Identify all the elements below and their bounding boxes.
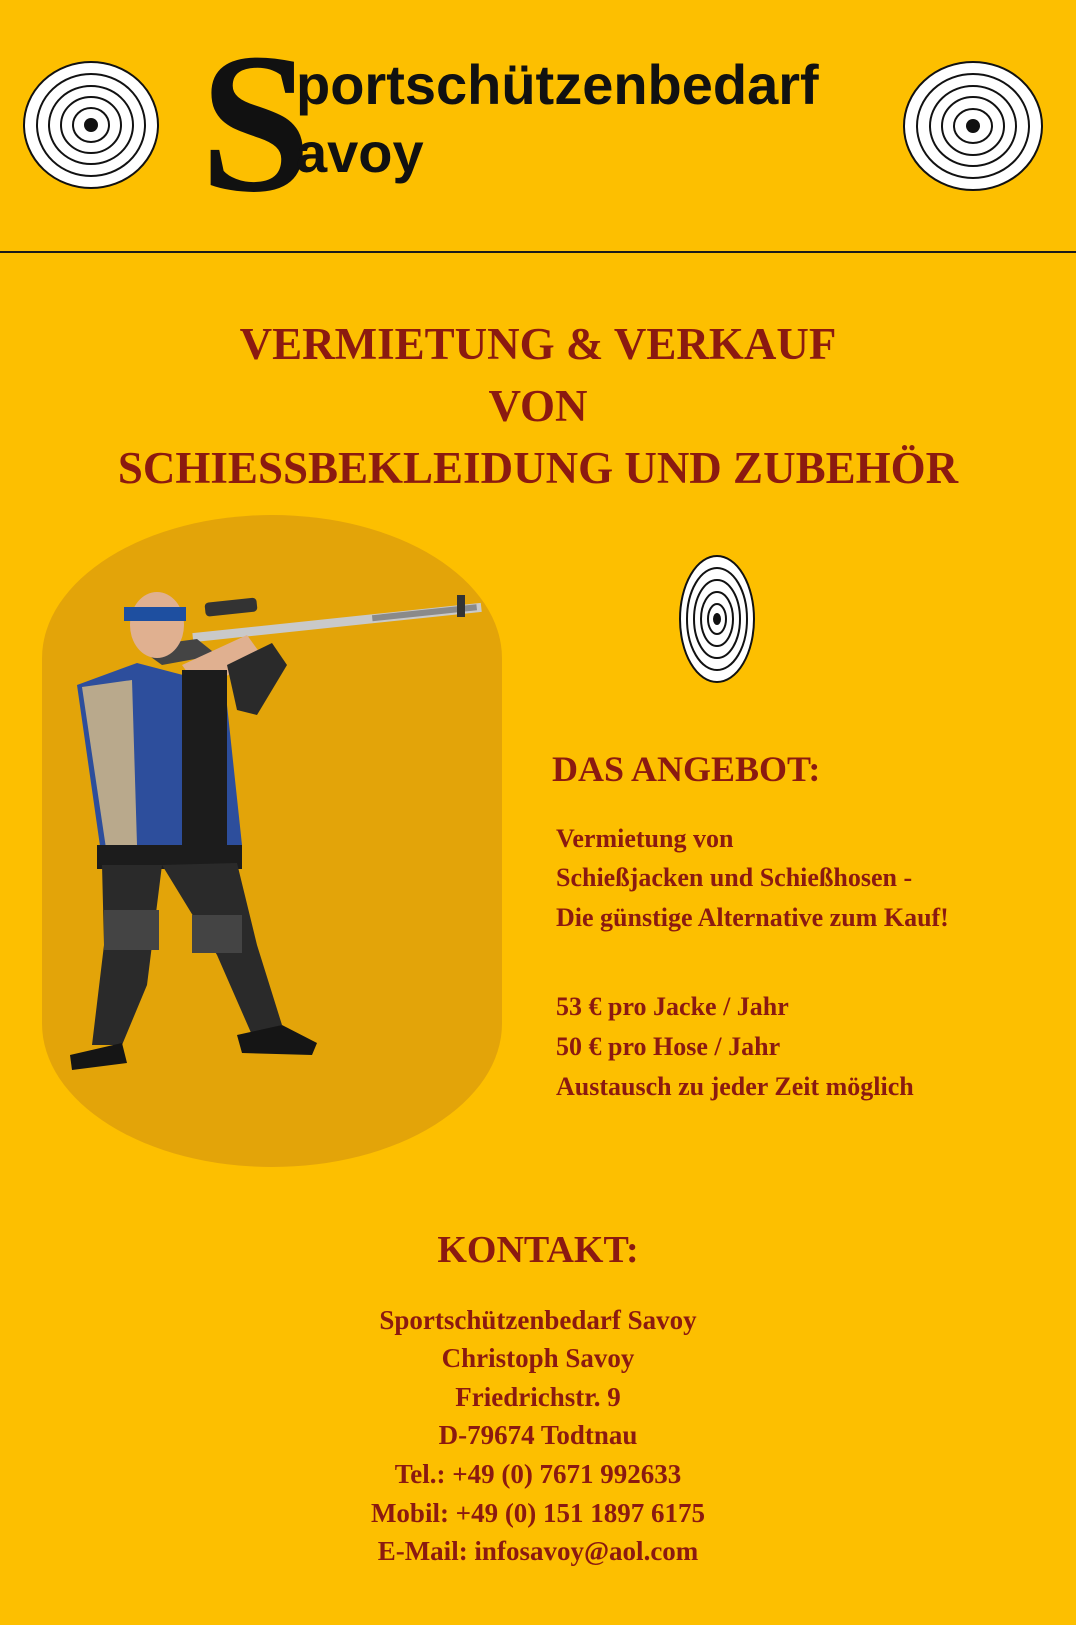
offer-line: Die günstige Alternative zum Kauf! — [556, 903, 949, 932]
contact-line: Sportschützenbedarf Savoy — [379, 1305, 697, 1335]
price-line: 50 € pro Hose / Jahr — [556, 1032, 781, 1061]
headline-line2: VON — [488, 381, 588, 431]
headline-line3: SCHIESSBEKLEIDUNG UND ZUBEHÖR — [117, 443, 959, 493]
contact-title: KONTAKT: — [437, 1229, 639, 1271]
price-line: 53 € pro Jacke / Jahr — [556, 992, 789, 1021]
offer-line: Vermietung von — [556, 824, 734, 853]
header-divider — [0, 251, 1076, 253]
shooting-target-icon — [22, 60, 160, 190]
contact-line: D-79674 Todtnau — [438, 1420, 638, 1450]
shooting-target-icon — [902, 60, 1044, 192]
offer-line: Schießjacken und Schießhosen - — [556, 863, 913, 892]
shooting-target-icon — [678, 554, 756, 684]
contact-email: E-Mail: infosavoy@aol.com — [377, 1536, 699, 1566]
rifle-icon — [137, 595, 482, 665]
contact-line: Friedrichstr. 9 — [455, 1382, 621, 1412]
trousers — [92, 863, 282, 1045]
logo-text-line2: avoy — [296, 121, 424, 184]
logo-text-line1: portschützenbedarf — [296, 53, 819, 116]
header — [0, 0, 1076, 252]
shooter-illustration — [42, 515, 502, 1167]
shooter-photo — [42, 515, 502, 1167]
jacket — [77, 663, 242, 869]
contact-line: Christoph Savoy — [441, 1343, 635, 1373]
contact-mobile: Mobil: +49 (0) 151 1897 6175 — [370, 1498, 706, 1528]
contact-phone: Tel.: +49 (0) 7671 992633 — [394, 1459, 682, 1489]
offer-title: DAS ANGEBOT: — [552, 749, 821, 789]
headline-line1: VERMIETUNG & VERKAUF — [239, 319, 837, 369]
price-line: Austausch zu jeder Zeit möglich — [556, 1072, 914, 1101]
logo-initial: S — [200, 13, 312, 234]
